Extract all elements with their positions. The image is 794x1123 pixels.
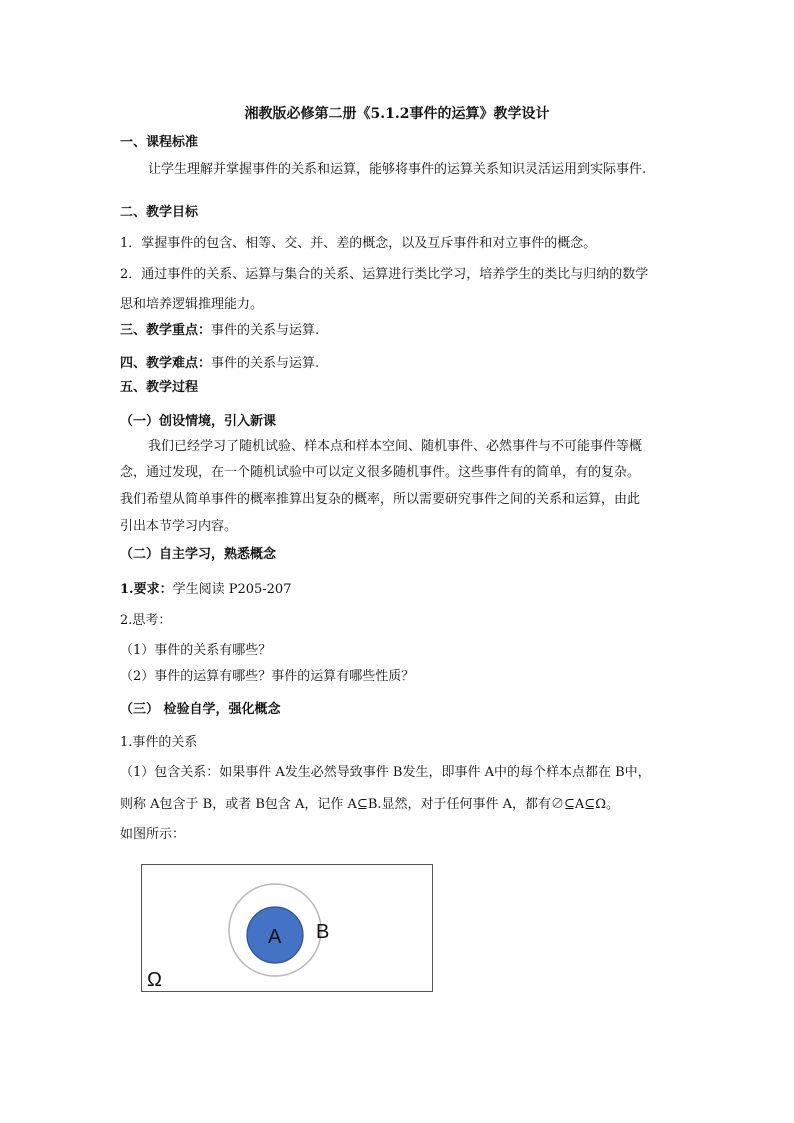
section-heading-process: 五、教学过程 bbox=[120, 380, 199, 395]
venn-diagram bbox=[141, 864, 433, 992]
think-label: 2.思考： bbox=[120, 613, 172, 628]
difficulty-line bbox=[120, 355, 319, 373]
figure-caption: 如图所示： bbox=[120, 827, 186, 842]
inclusion-line-2: 则称 A包含于 B，或者 B包含 A，记作 A⊆B.显然，对于任何事件 A，都有∅⊆A⊆Ω。 bbox=[120, 797, 619, 812]
key-points-line bbox=[120, 322, 319, 340]
inclusion-line-1: （1）包含关系：如果事件 A发生必然导致事件 B发生，即事件 A中的每个样本点都在 B中， bbox=[120, 765, 651, 780]
event-a-label: A bbox=[268, 926, 282, 948]
document-title: 湘教版必修第二册《5.1.2事件的运算》教学设计 bbox=[244, 106, 550, 122]
requirement-body: 学生阅读 P205-207 bbox=[172, 582, 292, 597]
relations-heading: 1.事件的关系 bbox=[120, 735, 198, 750]
part-2-heading: （二）自主学习，熟悉概念 bbox=[120, 547, 277, 562]
goal-item-2-line-2: 思和培养逻辑推理能力。 bbox=[120, 297, 264, 312]
key-points-heading: 三、教学重点： bbox=[120, 323, 212, 338]
section-heading-curriculum: 一、课程标准 bbox=[120, 135, 199, 150]
question-1: （1）事件的关系有哪些？ bbox=[120, 643, 272, 658]
part-1-line-4: 引出本节学习内容。 bbox=[120, 519, 238, 534]
goal-item-1: 1．掌握事件的包含、相等、交、并、差的概念，以及互斥事件和对立事件的概念。 bbox=[120, 236, 597, 251]
venn-diagram-svg bbox=[142, 865, 432, 991]
curriculum-body: 让学生理解并掌握事件的关系和运算，能够将事件的运算关系知识灵活运用到实际事件. bbox=[148, 162, 647, 177]
question-2: （2）事件的运算有哪些？事件的运算有哪些性质？ bbox=[120, 669, 415, 684]
part-1-line-1: 我们已经学习了随机试验、样本点和样本空间、随机事件、必然事件与不可能事件等概 bbox=[148, 439, 643, 454]
part-1-line-2: 念，通过发现，在一个随机试验中可以定义很多随机事件。这些事件有的简单，有的复杂。 bbox=[120, 465, 641, 480]
difficulty-heading: 四、教学难点： bbox=[120, 356, 212, 371]
part-1-heading: （一）创设情境，引入新课 bbox=[120, 414, 277, 429]
part-1-line-3: 我们希望从简单事件的概率推算出复杂的概率，所以需要研究事件之间的关系和运算，由此 bbox=[120, 492, 641, 507]
goal-item-2-line-1: 2．通过事件的关系、运算与集合的关系、运算进行类比学习，培养学生的类比与归纳的数学 bbox=[120, 267, 649, 282]
section-heading-goals: 二、教学目标 bbox=[120, 205, 199, 220]
requirement-line bbox=[120, 581, 291, 599]
key-points-body: 事件的关系与运算. bbox=[211, 323, 320, 338]
part-3-heading: （三） 检验自学，强化概念 bbox=[120, 702, 281, 717]
sample-space-label: Ω bbox=[147, 969, 162, 991]
requirement-label: 1.要求： bbox=[120, 582, 173, 597]
event-b-label: B bbox=[316, 921, 330, 943]
difficulty-body: 事件的关系与运算. bbox=[211, 356, 320, 371]
